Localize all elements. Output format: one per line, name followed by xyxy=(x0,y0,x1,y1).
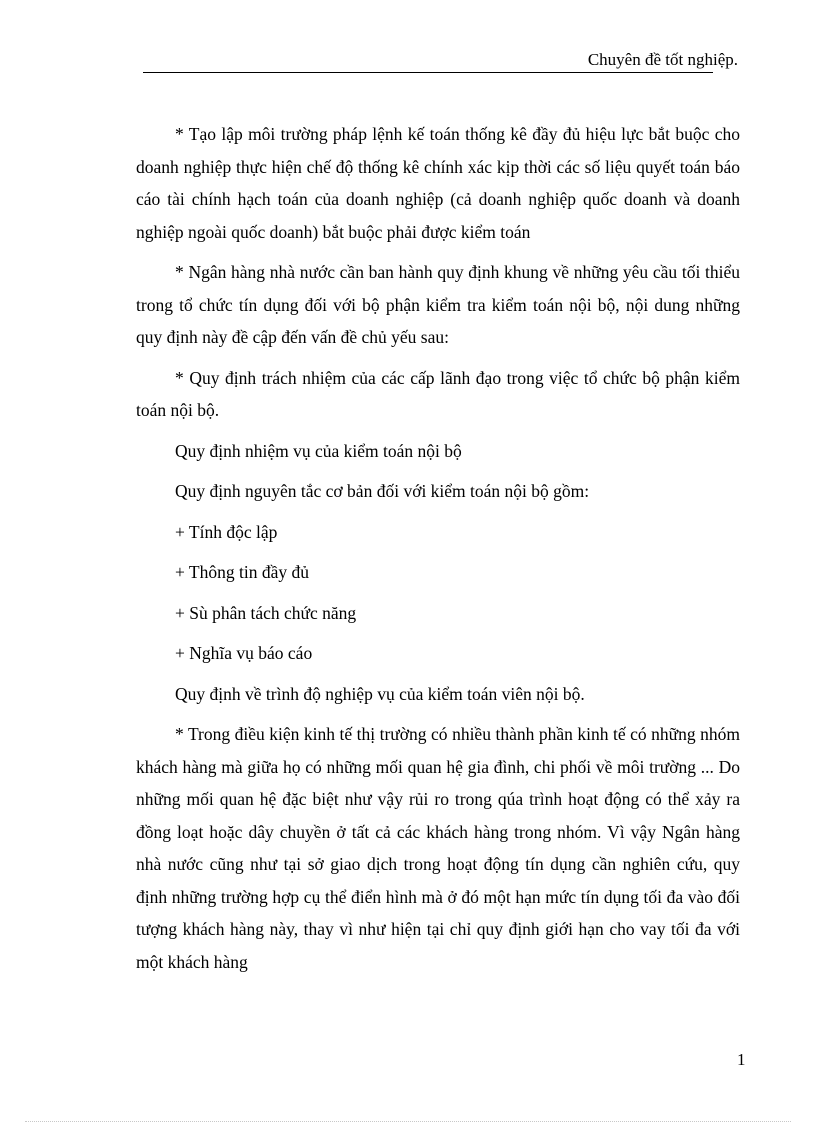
page-bottom-border xyxy=(25,1121,791,1122)
header-title: Chuyên đề tốt nghiệp. xyxy=(587,50,738,69)
paragraph-audit-principles: Quy định nguyên tắc cơ bản đối với kiểm toán nội bộ gồm: xyxy=(175,481,590,501)
page-number: 1 xyxy=(737,1050,746,1069)
paragraph-audit-duties: Quy định nhiệm vụ của kiểm toán nội bộ xyxy=(175,440,462,461)
paragraph-auditor-qualification: Quy định về trình độ nghiệp vụ của kiểm toán viên nội bộ. xyxy=(175,683,585,704)
document-body xyxy=(136,118,740,986)
paragraph-leadership-responsibility: * Quy định trách nhiệm của các cấp lãnh đạo trong việc tổ chức bộ phận kiểm toán nội bộ. xyxy=(136,367,740,420)
list-item-full-information: + Thông tin đầy đủ xyxy=(175,562,309,582)
list-item-independence: + Tính độc lập xyxy=(175,521,278,542)
list-item-separation-of-functions: + Sù phân tách chức năng xyxy=(175,602,357,623)
paragraph-state-bank-regulation: * Ngân hàng nhà nước cần ban hành quy định khung về những yêu cầu tối thiểu trong tổ chức tín dụng đối với bộ phận kiểm tra kiểm toán nội bộ, nội dung những quy định này đề cập đến vấn đề chủ yếu sau: xyxy=(136,262,740,347)
paragraph-accounting-environment: * Tạo lập môi trường pháp lệnh kế toán thống kê đầy đủ hiệu lực bắt buộc cho doanh nghiệp thực hiện chế độ thống kê chính xác kịp thời các số liệu quyết toán báo cáo tài chính hạch toán của doanh nghiệp (cả doanh nghiệp quốc doanh và doanh nghiệp ngoài quốc doanh) bắt buộc phải được kiểm toán xyxy=(136,124,740,242)
header-rule xyxy=(143,72,713,73)
list-item-reporting-obligation: + Nghĩa vụ báo cáo xyxy=(175,643,313,663)
paragraph-customer-groups: * Trong điều kiện kinh tế thị trường có nhiều thành phần kinh tế có những nhóm khách hàng mà giữa họ có những mối quan hệ gia đình, chi phối về môi trường ... Do những mối quan hệ đặc biệt như vậy rủi ro trong qúa trình hoạt động có thể xảy ra đồng loạt hoặc dây chuyền ở tất cả các khách hàng trong nhóm. Vì vậy Ngân hàng nhà nước cũng như tại sở giao dịch trong hoạt động tín dụng cần nghiên cứu, quy định những trường hợp cụ thể điển hình mà ở đó một hạn mức tín dụng tối đa vào đối tượng khách hàng này, thay vì như hiện tại chỉ quy định giới hạn cho vay tối đa với một khách hàng xyxy=(136,724,740,972)
